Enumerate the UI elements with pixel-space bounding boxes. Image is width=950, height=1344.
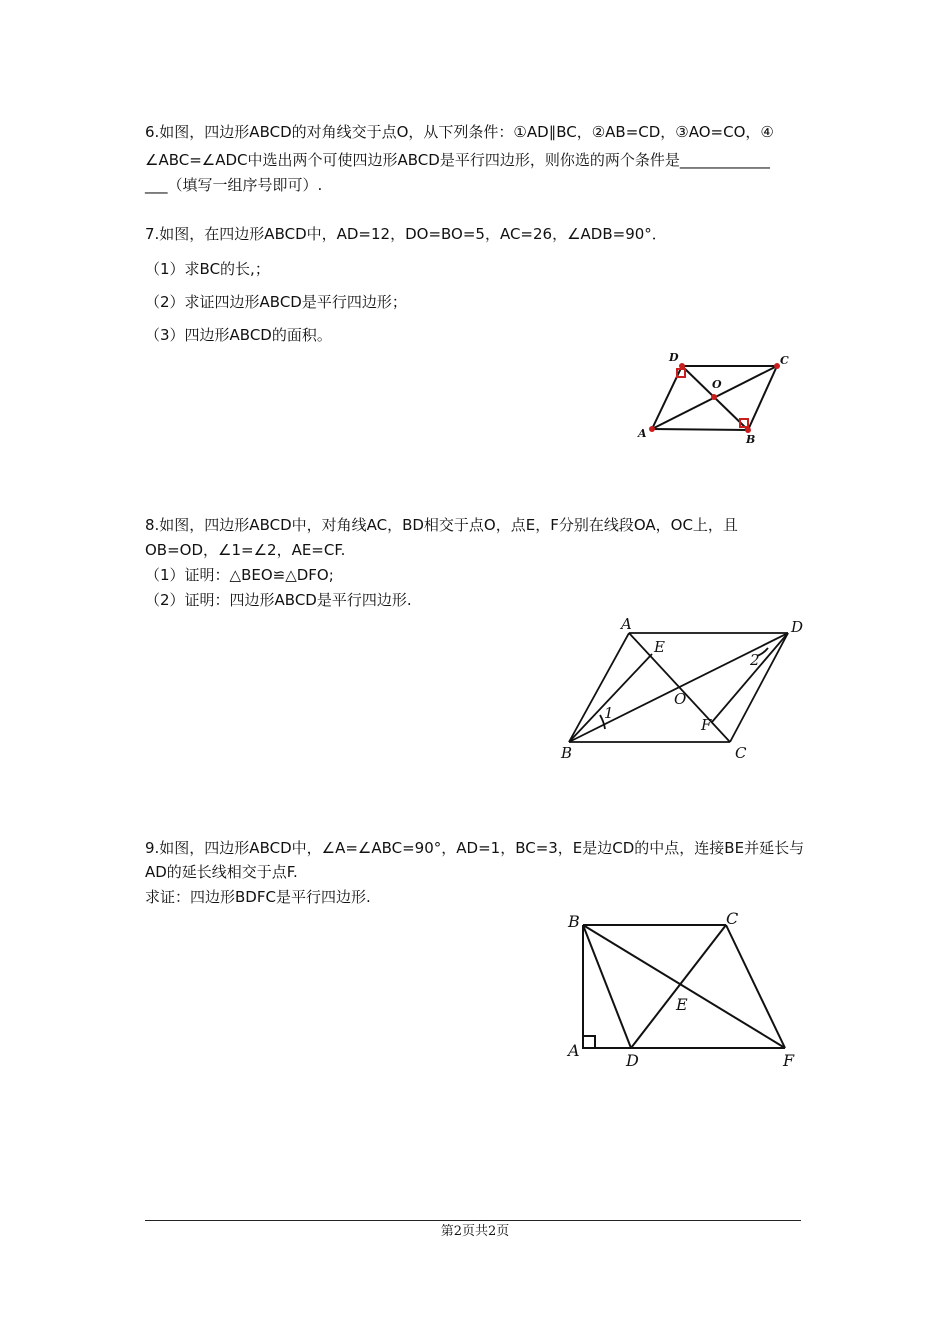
q8-line-2: OB=OD，∠1=∠2，AE=CF. <box>145 541 346 559</box>
q9-figure <box>560 905 810 1075</box>
q8-line-1: 8.如图，四边形ABCD中，对角线AC，BD相交于点O，点E，F分别在线段OA，OC上，且 <box>145 516 738 534</box>
q6-line-1: 6.如图，四边形ABCD的对角线交于点O，从下列条件：①AD∥BC，②AB=CD，③AO=CO，④ <box>145 123 774 141</box>
q8-label-d: D <box>791 618 804 636</box>
q9-label-b: B <box>568 912 580 931</box>
q8-label-o: O <box>674 690 687 708</box>
q8-label-c: C <box>735 744 747 762</box>
q9-label-d: D <box>626 1051 639 1070</box>
q7-item-1: （1）求BC的长,； <box>145 260 270 278</box>
page-number: 第2页共2页 <box>440 1224 510 1239</box>
q8-label-b: B <box>561 744 573 762</box>
q8-item-1: （1）证明：△BEO≌△DFO; <box>145 566 334 584</box>
q7-label-c: C <box>780 354 789 367</box>
q8-label-e: E <box>654 638 665 656</box>
q7-label-a: A <box>638 427 647 440</box>
q8-label-f: F <box>701 716 712 734</box>
q8-figure <box>550 612 815 762</box>
q7-label-b: B <box>746 433 756 446</box>
q6-line-2: ∠ABC=∠ADC中选出两个可使四边形ABCD是平行四边形，则你选的两个条件是____________ <box>145 151 770 169</box>
q7-line-1: 7.如图，在四边形ABCD中，AD=12，DO=BO=5，AC=26，∠ADB=90°． <box>145 225 667 243</box>
q9-line-1: 9.如图，四边形ABCD中，∠A=∠ABC=90°，AD=1，BC=3，E是边CD的中点，连接BE并延长与 <box>145 839 805 857</box>
q9-label-a: A <box>568 1041 580 1060</box>
q7-figure <box>630 345 800 450</box>
q9-label-f: F <box>783 1051 795 1070</box>
q7-label-d: D <box>669 351 679 364</box>
q7-label-o: O <box>712 378 722 391</box>
q8-item-2: （2）证明：四边形ABCD是平行四边形. <box>145 591 412 609</box>
q9-line-3: 求证：四边形BDFC是平行四边形. <box>145 888 371 906</box>
footer-divider <box>145 1220 801 1221</box>
q6-line-3: ___（填写一组序号即可）. <box>145 176 323 194</box>
q9-line-2: AD的延长线相交于点F. <box>145 863 298 881</box>
q9-label-e: E <box>676 995 688 1014</box>
q8-label-1: 1 <box>604 704 614 722</box>
q8-label-a: A <box>621 615 632 633</box>
q9-label-c: C <box>726 909 739 928</box>
q8-label-2: 2 <box>750 651 760 669</box>
q7-item-2: （2）求证四边形ABCD是平行四边形； <box>145 293 407 311</box>
q7-item-3: （3）四边形ABCD的面积。 <box>145 326 332 344</box>
